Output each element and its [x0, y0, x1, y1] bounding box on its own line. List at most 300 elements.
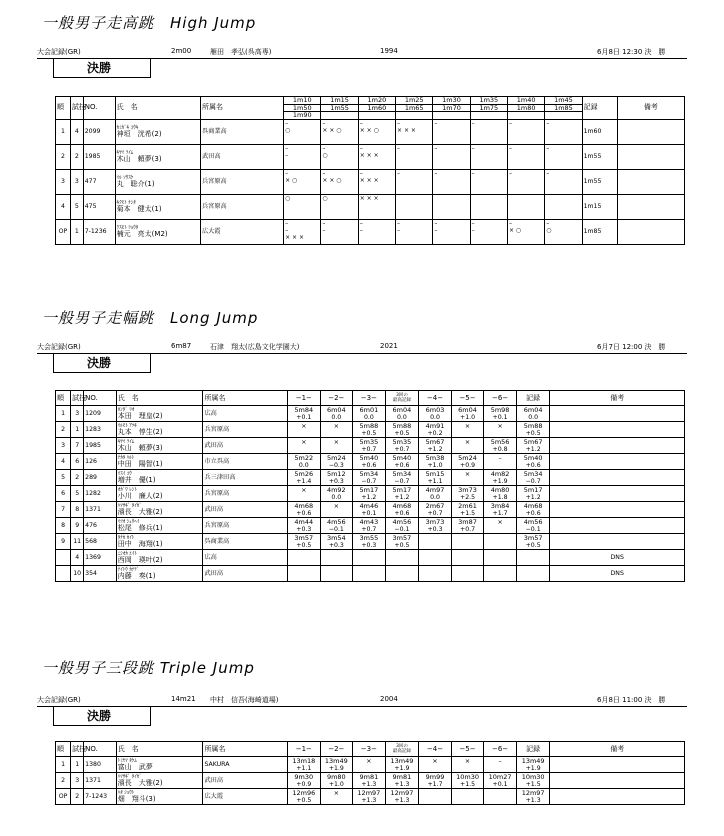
record-distance: 4m68 [523, 501, 543, 510]
bib-number-cell: 1985 [84, 438, 117, 454]
attempt-wind: +0.1 [492, 413, 508, 421]
height-col-7: 1m40 1m80 [507, 97, 544, 120]
attempt-distance: 13m49 [324, 756, 348, 765]
athlete-name: 濱長 大雅(2) [117, 508, 163, 516]
athlete-name: 本田 理皇(2) [117, 412, 163, 420]
attempt-wind [353, 765, 385, 772]
attempt-distance: × [464, 756, 471, 765]
attempt-mark: – [359, 169, 363, 177]
attempt-cell [353, 789, 386, 805]
attempt-wind: +0.5 [296, 541, 312, 549]
table-row [56, 773, 685, 789]
attempt-mark: – [359, 144, 363, 152]
order-cell: 3 [70, 169, 83, 194]
attempt-distance: 3m54 [326, 533, 346, 542]
attempt-wind: +0.7 [460, 525, 476, 533]
attempt-mark: – [546, 219, 550, 227]
record-date: 6月7日 12:00 決 勝 [597, 343, 666, 351]
bib-number-cell: 1371 [84, 502, 117, 518]
attempt-cell [419, 789, 452, 805]
bib-number-cell: 7-1236 [83, 219, 115, 244]
attempt-distance: 9m80 [326, 772, 346, 781]
attempt-mark: – [508, 119, 512, 127]
record-year: 2004 [380, 695, 398, 703]
team-cell: 兵三津田高 [203, 470, 288, 486]
attempt-distance: 5m17 [359, 485, 379, 494]
attempt-distance: 5m67 [425, 437, 445, 446]
attempt-cell [484, 757, 517, 773]
attempt-mark: – [434, 119, 438, 127]
record-distance: 10m30 [521, 772, 545, 781]
record-distance: 12m97 [521, 788, 545, 797]
order-cell: 5 [71, 486, 84, 502]
attempt-distance: 13m18 [292, 756, 316, 765]
rank-cell: 5 [56, 470, 71, 486]
attempt-distance: 3m55 [359, 533, 379, 542]
athlete-name-cell [116, 773, 203, 789]
record-cell: 1m85 [582, 219, 617, 244]
attempt-distance: – [498, 756, 502, 765]
attempt-cell [419, 757, 452, 773]
header-name: 氏 名 [115, 97, 200, 120]
attempt-mark: – [546, 119, 550, 127]
attempt-wind: +1.3 [361, 780, 377, 788]
attempt-wind: 0.0 [363, 413, 374, 421]
attempt-distance [419, 790, 451, 797]
attempt-distance: 5m15 [425, 469, 445, 478]
header-no: NO. [84, 391, 117, 406]
attempt-mark: – [285, 169, 289, 177]
athlete-name: 富山 武夢 [117, 763, 153, 771]
attempt-wind: +0.6 [394, 461, 410, 469]
attempt-mark: × × × [285, 233, 304, 241]
attempt-distance: 6m04 [326, 405, 346, 414]
rank-cell: 1 [56, 119, 71, 144]
attempt-wind: +1.5 [460, 509, 476, 517]
record-wind: +1.2 [525, 445, 541, 453]
attempt-mark: – [471, 226, 475, 234]
attempt-distance: × [333, 437, 340, 446]
record-wind: −0.1 [525, 525, 541, 533]
attempt-distance: 5m35 [392, 437, 412, 446]
attempt-wind: +1.7 [492, 509, 508, 517]
attempt-distance: 5m88 [359, 421, 379, 430]
attempt-wind: +1.2 [361, 493, 377, 501]
athlete-name-kana: ﾄﾐﾔﾏ ﾀｹﾑ [117, 758, 137, 764]
record-mark: 2m00 [171, 47, 192, 55]
team-cell: SAKURA [203, 757, 288, 773]
header-attempt-6: −6− [484, 742, 517, 757]
attempt-distance: 5m40 [392, 453, 412, 462]
bib-number-cell: 1282 [84, 486, 117, 502]
attempt-wind: +0.5 [361, 429, 377, 437]
high-jump-title: 一般男子走高跳 High Jump [42, 14, 257, 32]
header-order: 試技 [71, 742, 84, 757]
record-mark: 6m87 [171, 342, 192, 350]
rank-cell: 3 [56, 169, 71, 194]
order-cell: 10 [71, 566, 84, 582]
athlete-name: 畑 翔斗(3) [117, 795, 156, 803]
attempt-wind: −0.3 [328, 461, 344, 469]
attempt-wind: +0.6 [394, 509, 410, 517]
attempt-cell [320, 757, 353, 773]
record-year: 1994 [380, 47, 398, 55]
order-cell: 3 [71, 773, 84, 789]
triple-jump-results-table [55, 741, 685, 805]
athlete-name-kana: ｷﾔﾏ ﾗｲﾑ [116, 150, 134, 156]
header-team: 所属名 [203, 742, 288, 757]
team-cell: 広高 [203, 550, 288, 566]
height-col-2: 1m15 1m55 [321, 97, 358, 120]
height-col-1: 1m10 1m50 1m90 [284, 97, 321, 120]
attempt-wind: +0.3 [328, 477, 344, 485]
attempt-distance: – [498, 453, 502, 462]
record-wind: −0.7 [525, 477, 541, 485]
attempt-mark: ○ [322, 151, 328, 159]
attempt-distance: 12m97 [357, 788, 381, 797]
attempt-mark: × × ○ [359, 126, 379, 134]
team-cell: 兵宮原高 [203, 486, 288, 502]
table-header-row [56, 742, 685, 757]
rank-cell: 1 [56, 757, 71, 773]
attempt-distance: × [497, 421, 503, 430]
attempt-cell [451, 773, 484, 789]
athlete-name-kana: ﾊﾏｻｷﾞ ﾀｲｶﾞ [117, 774, 142, 780]
attempt-wind: −0.1 [328, 525, 344, 533]
attempt-distance: × [333, 421, 340, 430]
order-cell: 1 [70, 219, 83, 244]
attempt-distance: 4m82 [490, 469, 510, 478]
bib-number-cell: 1209 [84, 406, 117, 422]
attempt-distance: × [464, 469, 471, 478]
attempt-mark: – [471, 119, 475, 127]
order-cell: 2 [70, 144, 83, 169]
attempt-wind: +0.7 [361, 525, 377, 533]
attempt-wind: +0.2 [427, 429, 443, 437]
record-label: 大会記録(GR) [37, 48, 81, 56]
attempt-mark: – [322, 219, 326, 227]
attempt-distance [452, 790, 484, 797]
record-cell [516, 757, 550, 773]
athlete-name: 神垣 洸希(2) [116, 130, 162, 138]
attempt-wind [484, 765, 516, 772]
attempt-distance: × [464, 421, 471, 430]
attempt-wind: +0.3 [296, 525, 312, 533]
attempt-wind: +1.1 [296, 764, 312, 772]
attempt-mark: – [434, 144, 438, 152]
attempt-wind: +1.2 [427, 445, 443, 453]
attempt-mark: × × ○ [322, 126, 342, 134]
header-record: 記録 [516, 391, 550, 406]
attempt-distance: × [333, 501, 340, 510]
rank-cell: 1 [56, 406, 71, 422]
attempt-distance: 5m98 [490, 405, 510, 414]
record-distance: 5m40 [523, 453, 543, 462]
attempt-distance: 4m80 [490, 485, 510, 494]
bib-number-cell: 1380 [84, 757, 117, 773]
header-attempt-3: −3− [353, 742, 386, 757]
attempt-wind: +1.9 [394, 764, 410, 772]
attempt-distance: 4m92 [326, 485, 346, 494]
attempt-wind: 0.0 [331, 413, 342, 421]
attempt-distance: 4m46 [359, 501, 379, 510]
attempt-distance: 4m68 [392, 501, 412, 510]
attempt-distance: 3m73 [458, 485, 477, 494]
attempt-mark: × × ○ [322, 176, 342, 184]
attempt-mark: – [434, 219, 438, 227]
attempt-mark: – [322, 144, 326, 152]
attempt-distance: 5m26 [294, 469, 314, 478]
athlete-name: 木山 頼夢(3) [117, 444, 163, 452]
attempt-wind: −0.7 [361, 477, 377, 485]
order-cell: 1 [71, 757, 84, 773]
record-wind: +0.5 [525, 541, 541, 549]
attempt-cell [419, 773, 452, 789]
attempt-wind: +1.2 [394, 493, 410, 501]
attempt-distance: 6m01 [359, 405, 379, 414]
athlete-name: 内藤 奏(1) [117, 572, 156, 580]
attempt-mark: ○ [546, 226, 552, 234]
attempt-wind: +1.0 [460, 413, 476, 421]
header-rank: 順 [56, 742, 71, 757]
rank-cell: 4 [56, 454, 71, 470]
attempt-mark: – [359, 219, 363, 227]
rank-cell: 2 [56, 422, 71, 438]
final-label: 決勝 [87, 709, 112, 723]
attempt-mark: × ○ [285, 176, 298, 184]
rank-cell: 2 [56, 773, 71, 789]
attempt-cell [451, 789, 484, 805]
athlete-name-kana: ﾆｼｵｶ ｴｲﾄ [117, 551, 137, 557]
header-no: NO. [84, 742, 117, 757]
athlete-name: 増井 優(1) [117, 476, 156, 484]
attempt-mark: × × × [359, 176, 379, 184]
attempt-mark: – [397, 119, 401, 127]
athlete-name: 田中 海翔(1) [117, 540, 163, 548]
order-cell: 9 [71, 518, 84, 534]
team-cell: 広大霞 [203, 789, 288, 805]
header-record: 記録 [516, 742, 550, 757]
attempt-distance: 10m27 [488, 772, 512, 781]
bib-number-cell: 475 [83, 194, 115, 219]
team-cell: 武田高 [203, 566, 288, 582]
record-distance: 3m57 [523, 533, 543, 542]
athlete-name: 丸 聡介(1) [116, 180, 155, 188]
attempt-distance: 3m84 [490, 501, 510, 510]
record-holder: 石津 翔太(広島文化学園大) [210, 343, 300, 351]
header-attempt-2: −2− [320, 742, 353, 757]
note-cell: DNS [550, 550, 685, 566]
attempt-distance: 4m43 [359, 517, 379, 526]
attempt-distance: 5m38 [425, 453, 445, 462]
order-cell: 7 [71, 438, 84, 454]
attempt-distance: × [301, 437, 307, 446]
attempt-mark: – [508, 144, 512, 152]
attempt-mark: – [508, 219, 512, 227]
bib-number-cell: 476 [84, 518, 117, 534]
attempt-distance: 5m17 [392, 485, 412, 494]
table-row [56, 789, 685, 805]
triple-jump-title: 一般男子三段跳 Triple Jump [42, 659, 255, 677]
attempt-wind: +0.7 [427, 509, 443, 517]
attempt-wind: −0.7 [394, 477, 410, 485]
attempt-distance: 13m49 [390, 756, 414, 765]
header-name: 氏 名 [116, 742, 203, 757]
rank-cell: 9 [56, 534, 71, 550]
attempt-distance: 3m73 [425, 517, 445, 526]
final-label: 決勝 [87, 61, 112, 75]
athlete-name-kana: ｸｽﾓﾄ ﾘｮｳﾀ [116, 225, 139, 231]
attempt-cell [320, 773, 353, 789]
attempt-distance: 10m30 [456, 772, 479, 781]
bib-number-cell: 289 [84, 470, 117, 486]
attempt-mark: × × × [397, 126, 416, 134]
attempt-distance: 5m40 [359, 453, 379, 462]
attempt-mark: – [322, 119, 326, 127]
attempt-wind: +0.5 [394, 541, 410, 549]
team-cell: 広大霞 [200, 219, 283, 244]
attempt-wind: +0.9 [460, 461, 476, 469]
record-cell: 1m15 [582, 194, 617, 219]
attempt-wind: 0.0 [430, 413, 440, 421]
attempt-distance [484, 790, 516, 797]
header-attempt-3: −3− [353, 391, 386, 406]
athlete-name: 菊本 健太(1) [116, 205, 162, 213]
attempt-wind: 0.0 [397, 413, 407, 421]
athlete-name-kana: ｶﾐｶﾞｷ ｺｳｷ [116, 125, 139, 131]
attempt-mark: – [471, 144, 475, 152]
header-attempt-4: −4− [419, 391, 452, 406]
attempt-mark: – [546, 169, 550, 177]
athlete-name-kana: ｷﾔﾏ ﾗｲﾑ [117, 439, 135, 445]
record-wind: +0.5 [525, 429, 541, 437]
attempt-distance: × [301, 485, 307, 494]
header-attempt-5: −5− [451, 742, 484, 757]
attempt-cell [320, 789, 353, 805]
header-attempt-1: −1− [288, 742, 321, 757]
attempt-distance: 5m56 [490, 437, 510, 446]
attempt-mark: × ○ [508, 226, 522, 234]
athlete-name-kana: ﾀﾅｶ ｶｲﾄ [117, 535, 135, 541]
rank-cell: 2 [56, 144, 71, 169]
note-cell [550, 757, 685, 773]
record-year: 2021 [380, 342, 398, 350]
rank-cell: OP [56, 789, 71, 805]
attempt-distance: × [432, 756, 438, 765]
attempt-mark: – [285, 226, 289, 234]
attempt-distance: 12m96 [292, 788, 316, 797]
height-col-5: 1m30 1m70 [433, 97, 470, 120]
order-cell: 8 [71, 502, 84, 518]
attempt-distance: × [464, 437, 471, 446]
attempt-mark: – [397, 219, 401, 227]
attempt-distance: 4m44 [294, 517, 314, 526]
attempt-wind: +0.7 [361, 445, 377, 453]
athlete-name: 楠元 亮太(M2) [116, 230, 168, 238]
record-cell: 1m60 [582, 119, 617, 144]
attempt-mark: – [397, 169, 401, 177]
header-rank: 順 [56, 97, 71, 120]
attempt-wind: +1.8 [492, 493, 508, 501]
order-cell: 11 [71, 534, 84, 550]
athlete-name-kana: ﾅｲﾄｳ ｶﾅﾃﾞ [117, 567, 140, 573]
attempt-wind: 0.0 [430, 493, 440, 501]
rank-cell: OP [56, 219, 71, 244]
bib-number-cell: 568 [84, 534, 117, 550]
athlete-name-kana: ﾏｽｲ ﾕｳ [117, 471, 132, 477]
attempt-wind: 0.0 [331, 493, 342, 501]
record-cell: 1m55 [582, 169, 617, 194]
attempt-distance: 12m97 [390, 788, 414, 797]
note-cell [550, 773, 685, 789]
header-order: 試技 [71, 391, 84, 406]
order-cell: 2 [71, 470, 84, 486]
attempt-wind: +1.0 [427, 461, 443, 469]
attempt-wind: +0.5 [296, 796, 312, 804]
record-distance: 5m88 [523, 421, 543, 430]
attempt-distance: 2m67 [425, 501, 445, 510]
team-cell: 兵宮原高 [200, 194, 283, 219]
attempt-distance: 9m99 [425, 772, 445, 781]
attempt-mark: × × × [359, 151, 379, 159]
athlete-name-kana: ﾏﾙ ｿｳｽｹ [116, 175, 134, 181]
attempt-mark: – [397, 144, 401, 152]
bib-number-cell: 1283 [84, 422, 117, 438]
team-cell: 兵宮原高 [200, 169, 283, 194]
order-cell: 2 [71, 789, 84, 805]
attempt-cell [451, 757, 484, 773]
attempt-distance: 9m81 [392, 772, 412, 781]
attempt-distance: 5m24 [326, 453, 346, 462]
attempt-distance: 3m57 [294, 533, 314, 542]
attempt-distance: 3m87 [458, 517, 477, 526]
rank-cell: 4 [56, 194, 71, 219]
bib-number-cell: 477 [83, 169, 115, 194]
record-holder: 雁田 孝弘(呉高専) [210, 48, 272, 56]
order-cell: 4 [71, 550, 84, 566]
attempt-mark: – [322, 169, 326, 177]
attempt-mark: ○ [285, 126, 291, 134]
header-attempt-1: −1− [288, 391, 321, 406]
attempt-cell [353, 773, 386, 789]
attempt-distance: 5m12 [326, 469, 346, 478]
header-best-of-3: 3回の 最高記録 [385, 742, 419, 757]
athlete-name: 西岡 瑛叶(2) [117, 556, 163, 564]
attempt-wind: +0.5 [394, 429, 410, 437]
athlete-name-cell [116, 757, 203, 773]
attempt-cell [288, 773, 321, 789]
final-label: 決勝 [87, 356, 112, 370]
attempt-mark: – [471, 219, 475, 227]
attempt-cell [385, 773, 419, 789]
attempt-mark: × × × [359, 194, 379, 202]
attempt-cell [484, 789, 517, 805]
athlete-name-cell [116, 789, 203, 805]
team-cell: 呉商業高 [200, 119, 283, 144]
bib-number-cell: 2099 [83, 119, 115, 144]
header-order: 試技 [70, 97, 83, 120]
triple-jump-meet-record [37, 695, 687, 707]
height-col-8: 1m45 1m85 [545, 97, 582, 120]
attempt-distance: 4m56 [326, 517, 346, 526]
note-cell [550, 789, 685, 805]
athlete-name-kana: ｷｸﾓﾄ ｹﾝﾀ [116, 200, 136, 206]
attempt-wind: +0.7 [394, 445, 410, 453]
header-record: 記録 [582, 97, 617, 120]
attempt-distance: 5m24 [458, 453, 477, 462]
athlete-name-kana: ﾏﾙﾓﾄ ｱﾂｷ [117, 423, 137, 429]
attempt-mark: ○ [285, 194, 291, 202]
